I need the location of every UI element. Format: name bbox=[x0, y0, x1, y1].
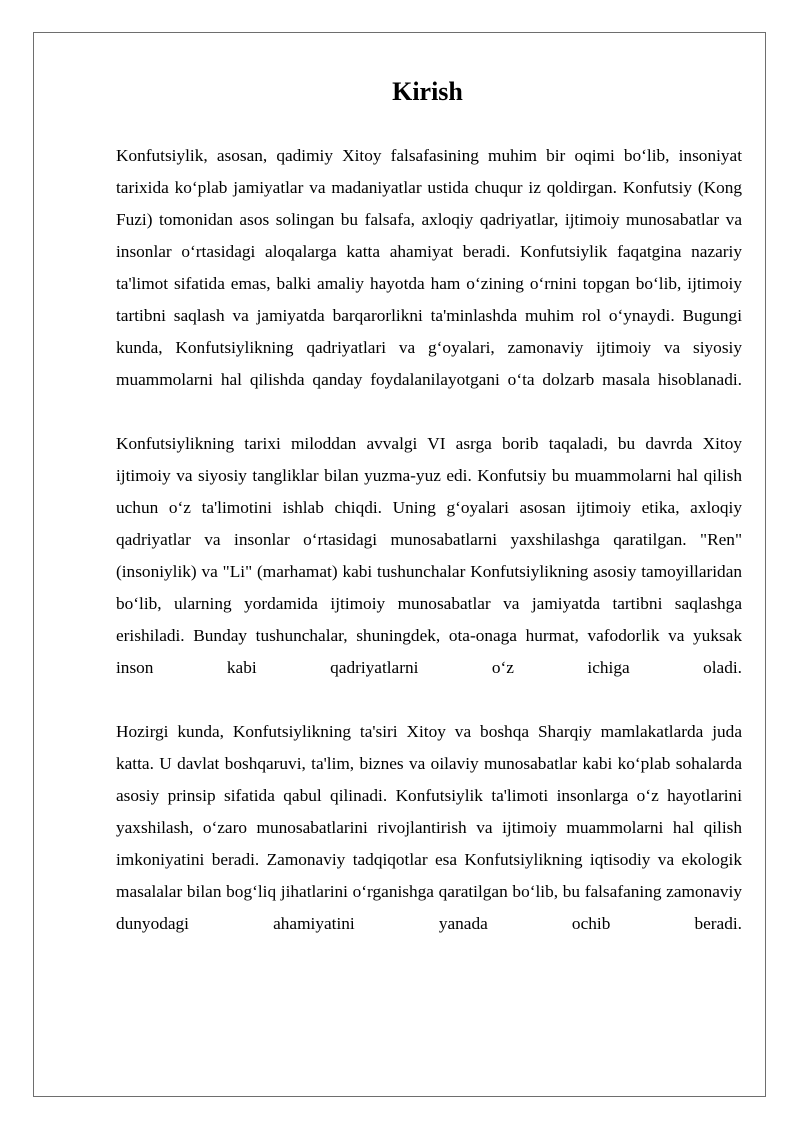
paragraph-1: Konfutsiylik, asosan, qadimiy Xitoy falsafasining muhim bir oqimi bo‘lib, insoniyat tarixida ko‘plab jamiyatlar va madaniyatlar ustida chuqur iz qoldirgan. Konfutsiy (Kong Fuzi) tomonidan asos solingan bu falsafa, axloqiy qadriyatlar, ijtimoiy munosabatlar va insonlar o‘rtasidagi aloqalarga katta ahamiyat beradi. Konfutsiylik faqatgina nazariy ta'limot sifatida emas, balki amaliy hayotda ham o‘zining o‘rnini topgan bo‘lib, ijtimoiy tartibni saqlash va jamiyatda barqarorlikni ta'minlashda muhim rol o‘ynaydi. Bugungi kunda, Konfutsiylikning qadriyatlari va g‘oyalari, zamonaviy ijtimoiy va siyosiy muammolarni hal qilishda qanday foydalanilayotgani o‘ta dolzarb masala hisoblanadi. bbox=[116, 146, 742, 389]
paragraph-3: Hozirgi kunda, Konfutsiylikning ta'siri Xitoy va boshqa Sharqiy mamlakatlarda juda katta. U davlat boshqaruvi, ta'lim, biznes va oilaviy munosabatlar kabi ko‘plab sohalarda asosiy prinsip sifatida qabul qilinadi. Konfutsiylik ta'limoti insonlarga o‘z hayotlarini yaxshilash, o‘zaro munosabatlarini rivojlantirish va ijtimoiy muammolarni hal qilish imkoniyatini beradi. Zamonaviy tadqiqotlar esa Konfutsiylikning iqtisodiy va ekologik masalalar bilan bog‘liq jihatlarini o‘rganishga qaratilgan bo‘lib, bu falsafaning zamonaviy dunyodagi ahamiyatini yanada ochib beradi. bbox=[116, 722, 742, 933]
paragraph-2: Konfutsiylikning tarixi miloddan avvalgi VI asrga borib taqaladi, bu davrda Xitoy ijtimoiy va siyosiy tangliklar bilan yuzma-yuz edi. Konfutsiy bu muammolarni hal qilish uchun o‘z ta'limotini ishlab chiqdi. Uning g‘oyalari asosan ijtimoiy etika, axloqiy qadriyatlar va insonlar o‘rtasidagi munosabatlarni yaxshilashga qaratilgan. "Ren" (insoniylik) va "Li" (marhamat) kabi tushunchalar Konfutsiylikning asosiy tamoyillaridan bo‘lib, ularning yordamida ijtimoiy munosabatlar va jamiyatda tartibni saqlashga erishiladi. Bunday tushunchalar, shuningdek, ota-onaga hurmat, vafodorlik va yuksak inson kabi qadriyatlarni o‘z ichiga oladi. bbox=[116, 434, 742, 677]
document-body bbox=[116, 140, 742, 972]
page-title: Kirish bbox=[392, 77, 463, 106]
